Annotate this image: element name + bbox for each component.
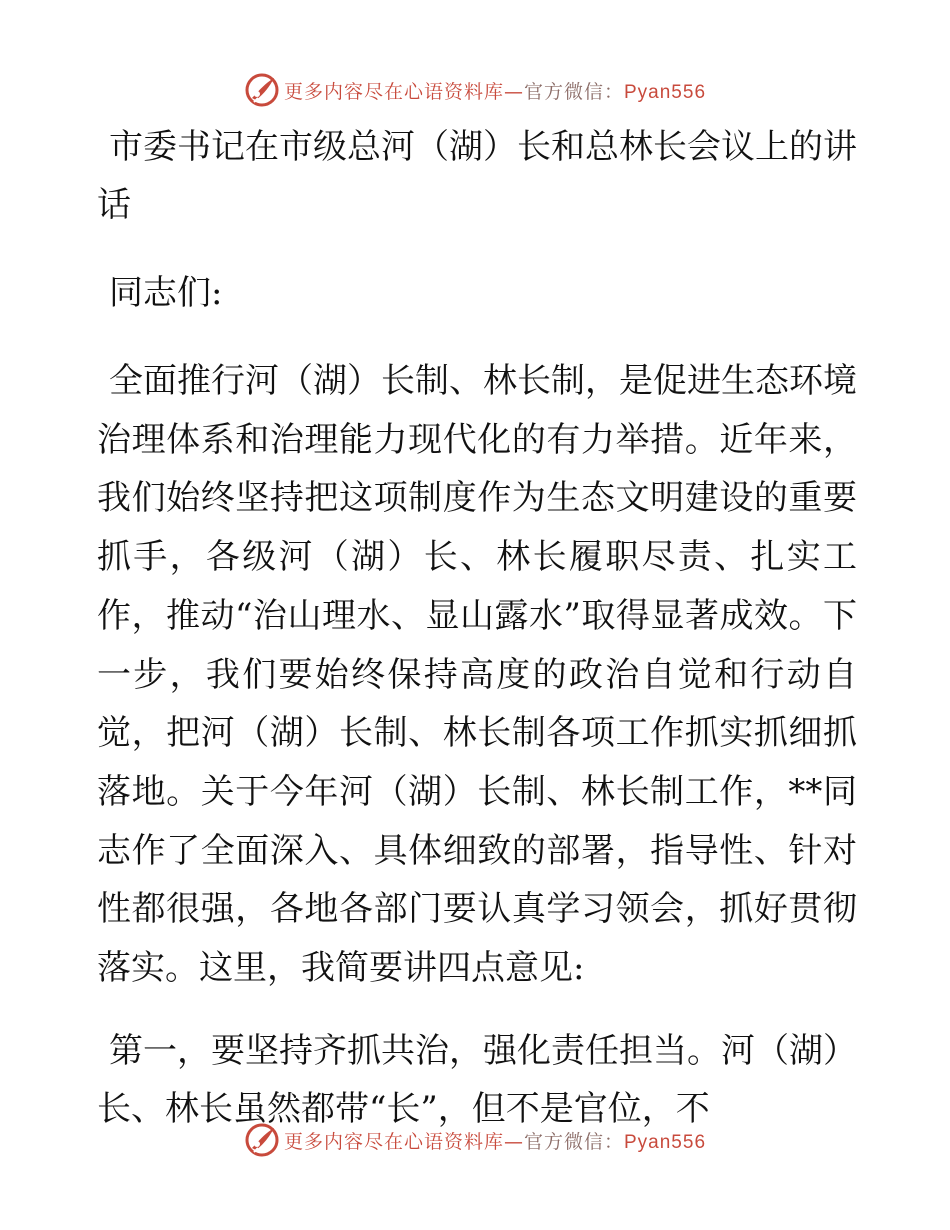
paragraph-intro: 全面推行河（湖）长制、林长制，是促进生态环境治理体系和治理能力现代化的有力举措。近年来，我们始终坚持把这项制度作为生态文明建设的重要抓手，各级河（湖）长、林长履职尽责、扎实工作，推动“治山理水、显山露水”取得显著成效。下一步，我们要始终保持高度的政治自觉和行动自觉，把河（湖）长制、林长制各项工作抓实抓细抓落地。关于今年河（湖）长制、林长制工作，**同志作了全面深入、具体细致的部署，指导性、针对性都很强，各地各部门要认真学习领会，抓好贯彻落实。这里，我简要讲四点意见: — [97, 361, 857, 989]
greeting: 同志们: — [109, 273, 223, 313]
watermark-text — [284, 77, 706, 104]
footer-watermark — [0, 1120, 950, 1160]
watermark-dash: — — [503, 80, 524, 103]
watermark-sub: 官方微信： — [523, 1130, 624, 1153]
watermark-dash: — — [503, 1130, 524, 1153]
watermark-text — [284, 1127, 706, 1154]
header-watermark — [0, 70, 950, 110]
watermark-main: 更多内容尽在心语资料库 — [283, 80, 504, 103]
document-body — [97, 118, 857, 1139]
quill-logo-icon — [244, 72, 280, 108]
document-title: 市委书记在市级总河（湖）长和总林长会议上的讲话 — [97, 127, 857, 225]
watermark-wechat-id: Pyan556 — [624, 1131, 707, 1153]
watermark-wechat-id: Pyan556 — [624, 81, 707, 103]
watermark-main: 更多内容尽在心语资料库 — [283, 1130, 504, 1153]
watermark-sub: 官方微信： — [523, 80, 624, 103]
quill-logo-icon — [244, 1122, 280, 1158]
paragraph-first-point: 第一，要坚持齐抓共治，强化责任担当。河（湖）长、林长虽然都带“长”，但不是官位，不 — [97, 1030, 857, 1130]
